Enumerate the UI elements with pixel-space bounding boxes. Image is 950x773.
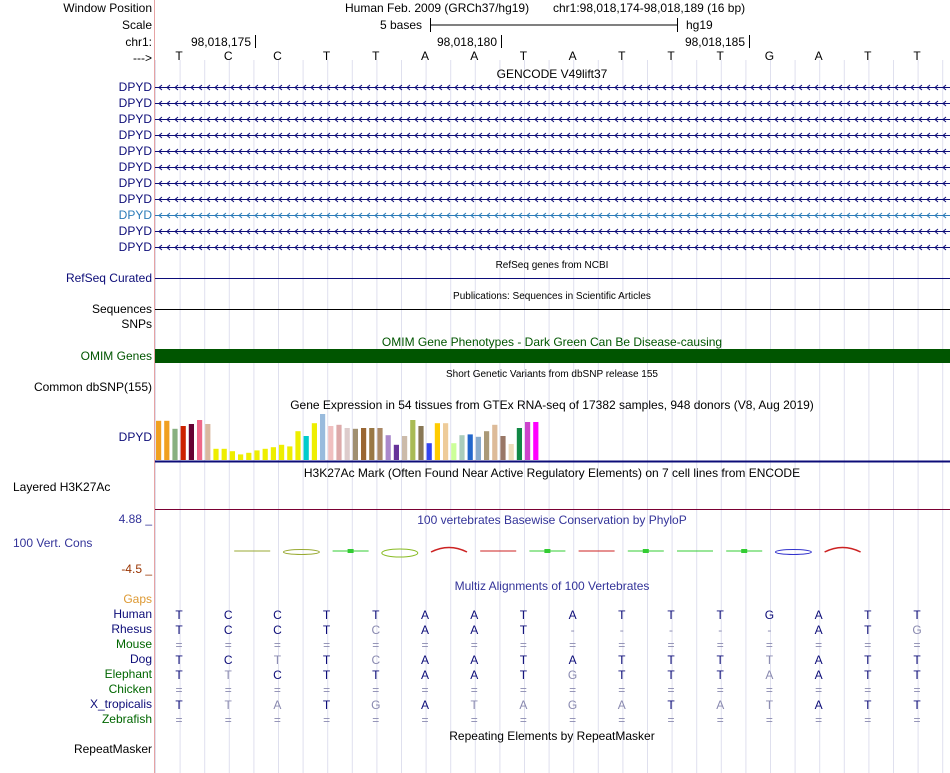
- gtex-tissue-bar[interactable]: [345, 428, 350, 460]
- alignment-base: =: [175, 638, 183, 652]
- alignment-base: C: [371, 653, 381, 667]
- phylop-track-label[interactable]: 100 Vert. Cons: [13, 536, 93, 550]
- gtex-tissue-bar[interactable]: [468, 434, 473, 460]
- alignment-base: -: [619, 623, 624, 637]
- alignment-base: T: [913, 668, 921, 682]
- refseq-track-label[interactable]: RefSeq Curated: [65, 271, 152, 285]
- alignment-base: A: [814, 608, 823, 622]
- alignment-base: A: [814, 698, 823, 712]
- alignment-base: =: [667, 713, 675, 727]
- h3k27ac-track-label[interactable]: Layered H3K27Ac: [13, 480, 111, 494]
- alignment-base: =: [569, 683, 577, 697]
- alignment-base: T: [716, 608, 724, 622]
- gtex-tissue-bar[interactable]: [172, 429, 177, 460]
- gtex-tissue-bar[interactable]: [451, 443, 456, 460]
- gtex-title: Gene Expression in 54 tissues from GTEx RNA-seq of 17382 samples, 948 donors (V8, Aug 2019): [290, 398, 814, 412]
- alignment-base: T: [667, 653, 675, 667]
- alignment-base: =: [224, 683, 232, 697]
- alignment-base: G: [912, 623, 922, 637]
- alignment-base: A: [470, 608, 479, 622]
- strand-label: --->: [133, 51, 152, 65]
- gtex-tissue-bar[interactable]: [320, 414, 325, 460]
- alignment-base: =: [421, 713, 429, 727]
- alignment-base: =: [815, 683, 823, 697]
- alignment-base: =: [913, 683, 921, 697]
- alignment-base: A: [765, 668, 774, 682]
- gencode-transcript-line[interactable]: [155, 197, 950, 202]
- alignment-base: A: [814, 668, 823, 682]
- refseq-title: RefSeq genes from NCBI: [495, 260, 609, 271]
- gencode-transcript-label[interactable]: DPYD: [118, 160, 152, 174]
- multiz-gaps-label[interactable]: Gaps: [123, 592, 152, 606]
- alignment-base: =: [224, 713, 232, 727]
- phylop-mark: [529, 549, 565, 553]
- alignment-base: =: [716, 683, 724, 697]
- alignment-base: A: [568, 653, 577, 667]
- alignment-base: A: [519, 698, 528, 712]
- gtex-tissue-bar[interactable]: [156, 421, 161, 460]
- gtex-tissue-bar[interactable]: [402, 436, 407, 460]
- sequences-title: Publications: Sequences in Scientific Articles: [453, 291, 651, 302]
- gtex-tissue-bar[interactable]: [377, 428, 382, 460]
- gencode-transcript-label[interactable]: DPYD: [118, 112, 152, 126]
- phylop-mark: [283, 550, 319, 555]
- alignment-base: T: [175, 698, 183, 712]
- alignment-base: A: [273, 698, 282, 712]
- assembly-label: Human Feb. 2009 (GRCh37/hg19): [345, 1, 530, 15]
- alignment-base: T: [470, 698, 478, 712]
- snps-track-label[interactable]: SNPs: [121, 317, 152, 331]
- gencode-transcript-label[interactable]: DPYD: [118, 80, 152, 94]
- gtex-tissue-bar[interactable]: [525, 422, 530, 460]
- gtex-tissue-bar[interactable]: [533, 422, 538, 460]
- chrom-tick-label: 98,018,180: [436, 35, 497, 49]
- gencode-transcript-line[interactable]: [155, 149, 950, 154]
- alignment-base: =: [323, 683, 331, 697]
- species-label[interactable]: Elephant: [104, 667, 152, 681]
- gtex-tissue-bar[interactable]: [427, 443, 432, 460]
- gencode-transcript-label[interactable]: DPYD: [118, 176, 152, 190]
- alignment-base: G: [371, 698, 381, 712]
- phylop-title: 100 vertebrates Basewise Conservation by PhyloP: [417, 513, 687, 527]
- alignment-base: =: [175, 683, 183, 697]
- alignment-base: T: [913, 653, 921, 667]
- alignment-base: T: [716, 668, 724, 682]
- alignment-base: T: [175, 608, 183, 622]
- alignment-base: =: [372, 683, 380, 697]
- alignment-base: T: [372, 668, 380, 682]
- reference-base: T: [913, 49, 921, 63]
- alignment-base: =: [765, 683, 773, 697]
- alignment-base: =: [273, 713, 281, 727]
- species-label[interactable]: X_tropicalis: [89, 697, 152, 711]
- gtex-tissue-bar[interactable]: [279, 445, 284, 460]
- scale-assembly: hg19: [686, 18, 713, 32]
- alignment-base: A: [716, 698, 725, 712]
- reference-base: A: [420, 49, 430, 63]
- omim-gene-bar[interactable]: [155, 349, 950, 363]
- reference-base: T: [667, 49, 675, 63]
- scale-bar-label: 5 bases: [380, 18, 423, 32]
- alignment-base: T: [175, 668, 183, 682]
- alignment-base: =: [470, 683, 478, 697]
- gtex-tissue-bar[interactable]: [476, 437, 481, 460]
- gencode-transcript-line[interactable]: [155, 133, 950, 138]
- gencode-transcript-line[interactable]: [155, 213, 950, 218]
- alignment-base: A: [420, 698, 430, 712]
- reference-base: T: [618, 49, 626, 63]
- phylop-top-value: 4.88 _: [118, 512, 152, 526]
- dbsnp-title: Short Genetic Variants from dbSNP release 155: [446, 369, 658, 380]
- alignment-base: =: [519, 638, 527, 652]
- alignment-base: T: [618, 608, 626, 622]
- species-label[interactable]: Mouse: [115, 637, 152, 651]
- gtex-tissue-bar[interactable]: [353, 429, 358, 460]
- alignment-base: T: [372, 608, 380, 622]
- species-label[interactable]: Zebrafish: [101, 712, 152, 726]
- alignment-base: =: [421, 683, 429, 697]
- scale-label: Scale: [121, 18, 152, 32]
- gtex-tissue-bar[interactable]: [197, 420, 202, 460]
- alignment-base: A: [568, 608, 577, 622]
- reference-base: A: [470, 49, 479, 63]
- phylop-mark: [775, 550, 811, 555]
- gtex-tissue-bar[interactable]: [263, 449, 268, 460]
- gtex-tissue-bar[interactable]: [418, 426, 423, 460]
- scale-bar: [430, 18, 678, 32]
- species-label[interactable]: Human: [113, 607, 152, 621]
- alignment-base: =: [372, 638, 380, 652]
- phylop-mark: [431, 548, 467, 553]
- alignment-base: =: [864, 638, 872, 652]
- alignment-base: T: [864, 653, 872, 667]
- alignment-base: T: [765, 698, 774, 712]
- reference-base: C: [273, 49, 282, 63]
- alignment-base: =: [716, 638, 724, 652]
- reference-base: C: [223, 49, 233, 63]
- alignment-base: =: [273, 683, 281, 697]
- gtex-tissue-bar[interactable]: [304, 436, 309, 460]
- gtex-tissue-bar[interactable]: [517, 428, 522, 460]
- alignment-base: =: [913, 713, 921, 727]
- alignment-base: =: [470, 638, 478, 652]
- phylop-mark: [382, 549, 418, 557]
- alignment-base: T: [667, 698, 675, 712]
- alignment-base: T: [667, 668, 675, 682]
- alignment-base: T: [913, 608, 921, 622]
- alignment-base: T: [864, 668, 872, 682]
- alignment-base: =: [618, 638, 626, 652]
- alignment-base: T: [667, 608, 675, 622]
- gtex-tissue-bar[interactable]: [484, 431, 489, 460]
- reference-base: T: [175, 49, 183, 63]
- chrom-label: chr1:: [125, 35, 152, 49]
- dbsnp-track-label[interactable]: Common dbSNP(155): [33, 380, 152, 394]
- reference-base: A: [814, 49, 823, 63]
- chrom-tick-label: 98,018,185: [684, 35, 745, 49]
- alignment-base: T: [322, 698, 331, 712]
- sequences-track-label[interactable]: Sequences: [91, 302, 152, 316]
- alignment-base: =: [667, 683, 675, 697]
- alignment-base: C: [223, 623, 233, 637]
- phylop-mark: [333, 549, 369, 553]
- alignment-base: C: [273, 668, 282, 682]
- alignment-base: T: [322, 623, 331, 637]
- reference-bases: [175, 49, 921, 63]
- phylop-mark: [825, 548, 861, 553]
- alignment-base: T: [765, 653, 774, 667]
- reference-base: G: [764, 49, 775, 63]
- alignment-base: =: [470, 713, 478, 727]
- reference-base: T: [716, 49, 724, 63]
- alignment-base: =: [323, 713, 331, 727]
- gtex-tissue-bar[interactable]: [492, 425, 497, 460]
- alignment-base: T: [864, 608, 872, 622]
- alignment-base: G: [567, 698, 578, 712]
- alignment-base: A: [420, 668, 430, 682]
- gencode-transcript-line[interactable]: [155, 181, 950, 186]
- position-range: chr1:98,018,174-98,018,189 (16 bp): [553, 1, 746, 15]
- gencode-transcript-label[interactable]: DPYD: [118, 208, 152, 222]
- alignment-base: T: [224, 698, 232, 712]
- alignment-base: =: [519, 713, 527, 727]
- alignment-base: A: [420, 608, 430, 622]
- gtex-tissue-bar[interactable]: [230, 451, 235, 460]
- alignment-base: =: [519, 683, 527, 697]
- gtex-tissue-bar[interactable]: [312, 423, 317, 460]
- multiz-title: Multiz Alignments of 100 Vertebrates: [454, 579, 650, 593]
- chromosome-ticks: [191, 35, 750, 49]
- alignment-base: T: [175, 623, 183, 637]
- gencode-transcript-line[interactable]: [155, 165, 950, 170]
- gtex-tissue-bar[interactable]: [164, 421, 169, 460]
- gtex-tissue-bar[interactable]: [443, 423, 448, 460]
- gencode-transcript-line[interactable]: [155, 229, 950, 234]
- omim-track-label[interactable]: OMIM Genes: [80, 349, 152, 363]
- alignment-base: =: [569, 638, 577, 652]
- phylop-bottom-value: -4.5 _: [121, 562, 152, 576]
- alignment-base: A: [470, 668, 479, 682]
- alignment-base: =: [667, 638, 675, 652]
- alignment-base: =: [815, 638, 823, 652]
- alignment-base: T: [519, 608, 528, 622]
- repeatmasker-title: Repeating Elements by RepeatMasker: [449, 729, 655, 743]
- track-label-sidebar: [0, 0, 155, 773]
- gtex-tissue-bar[interactable]: [459, 435, 464, 460]
- gtex-tissue-bar[interactable]: [336, 425, 341, 460]
- alignment-base: T: [519, 653, 528, 667]
- alignment-base: T: [519, 623, 528, 637]
- alignment-base: =: [765, 638, 773, 652]
- gtex-tissue-bar[interactable]: [394, 445, 399, 460]
- alignment-base: -: [570, 623, 575, 637]
- alignment-base: A: [470, 623, 479, 637]
- gencode-transcript-label[interactable]: DPYD: [118, 224, 152, 238]
- alignment-base: =: [175, 713, 183, 727]
- gtex-tissue-bar[interactable]: [509, 444, 514, 460]
- gtex-tissue-bar[interactable]: [295, 431, 300, 460]
- gtex-tissue-bar[interactable]: [181, 426, 186, 460]
- alignment-base: =: [569, 713, 577, 727]
- alignment-base: T: [913, 698, 921, 712]
- alignment-base: T: [519, 668, 528, 682]
- gencode-transcript-label[interactable]: DPYD: [118, 144, 152, 158]
- alignment-base: =: [421, 638, 429, 652]
- alignment-base: C: [371, 623, 381, 637]
- alignment-base: C: [223, 608, 233, 622]
- alignment-base: T: [716, 653, 724, 667]
- reference-base: T: [519, 49, 528, 63]
- alignment-base: T: [618, 653, 626, 667]
- alignment-base: C: [273, 608, 282, 622]
- species-label[interactable]: Chicken: [108, 682, 152, 696]
- alignment-base: T: [618, 668, 626, 682]
- gtex-tissue-bar[interactable]: [435, 423, 440, 460]
- gtex-tissue-bar[interactable]: [386, 435, 391, 460]
- reference-base: T: [372, 49, 380, 63]
- gencode-transcript-line[interactable]: [155, 245, 950, 250]
- alignment-base: T: [175, 653, 183, 667]
- alignment-base: =: [716, 713, 724, 727]
- alignment-base: A: [420, 623, 430, 637]
- phylop-mark: [726, 549, 762, 553]
- gencode-title: GENCODE V49lift37: [496, 67, 608, 81]
- h3k27ac-title: H3K27Ac Mark (Often Found Near Active Regulatory Elements) on 7 cell lines from ENCODE: [303, 466, 801, 480]
- alignment-base: T: [322, 653, 331, 667]
- gtex-expression-bars[interactable]: [156, 414, 538, 460]
- gtex-track-label[interactable]: DPYD: [118, 430, 152, 444]
- alignment-base: T: [322, 608, 331, 622]
- alignment-base: C: [273, 623, 282, 637]
- alignment-base: T: [273, 653, 282, 667]
- gencode-transcript-label[interactable]: DPYD: [118, 192, 152, 206]
- repeatmasker-track-label[interactable]: RepeatMasker: [73, 742, 152, 756]
- alignment-base: =: [372, 713, 380, 727]
- gencode-transcript-label[interactable]: DPYD: [118, 96, 152, 110]
- gtex-tissue-bar[interactable]: [213, 449, 218, 460]
- window-position-label: Window Position: [63, 1, 152, 15]
- species-label[interactable]: Dog: [129, 652, 152, 666]
- alignment-base: =: [815, 713, 823, 727]
- phylop-mark: [628, 549, 664, 553]
- alignment-base: T: [224, 668, 232, 682]
- alignment-base: G: [567, 668, 578, 682]
- gencode-transcript-line[interactable]: [155, 117, 950, 122]
- reference-base: T: [864, 49, 872, 63]
- gtex-tissue-bar[interactable]: [189, 424, 194, 460]
- alignment-base: =: [765, 713, 773, 727]
- gtex-tissue-bar[interactable]: [271, 447, 276, 460]
- alignment-base: =: [913, 638, 921, 652]
- gtex-tissue-bar[interactable]: [222, 449, 227, 460]
- multiz-alignment-rows[interactable]: [175, 608, 921, 727]
- chrom-tick-label: 98,018,175: [190, 35, 251, 49]
- alignment-base: A: [814, 623, 823, 637]
- alignment-base: -: [718, 623, 723, 637]
- reference-base: A: [568, 49, 577, 63]
- gencode-transcript-label[interactable]: DPYD: [118, 240, 152, 254]
- track-image[interactable]: [155, 0, 950, 773]
- alignment-base: T: [864, 623, 872, 637]
- alignment-base: =: [864, 713, 872, 727]
- alignment-base: =: [323, 638, 331, 652]
- gtex-tissue-bar[interactable]: [361, 428, 366, 460]
- alignment-base: C: [223, 653, 233, 667]
- alignment-base: -: [767, 623, 772, 637]
- alignment-base: =: [273, 638, 281, 652]
- gtex-tissue-bar[interactable]: [500, 436, 505, 460]
- alignment-base: =: [224, 638, 232, 652]
- alignment-base: T: [322, 668, 331, 682]
- gencode-transcripts[interactable]: [155, 85, 950, 250]
- alignment-base: -: [669, 623, 673, 637]
- omim-title: OMIM Gene Phenotypes - Dark Green Can Be Disease-causing: [381, 335, 723, 349]
- species-label[interactable]: Rhesus: [111, 622, 152, 636]
- gtex-tissue-bar[interactable]: [287, 446, 292, 460]
- gtex-tissue-bar[interactable]: [369, 428, 374, 460]
- gtex-tissue-bar[interactable]: [238, 454, 243, 460]
- gencode-transcript-line[interactable]: [155, 85, 950, 90]
- gencode-transcript-label[interactable]: DPYD: [118, 128, 152, 142]
- gtex-tissue-bar[interactable]: [328, 426, 333, 460]
- gtex-tissue-bar[interactable]: [246, 453, 251, 460]
- alignment-base: T: [864, 698, 872, 712]
- alignment-base: A: [814, 653, 823, 667]
- alignment-base: =: [618, 683, 626, 697]
- alignment-base: =: [618, 713, 626, 727]
- alignment-base: G: [764, 608, 775, 622]
- gtex-tissue-bar[interactable]: [410, 420, 415, 460]
- gtex-tissue-bar[interactable]: [205, 424, 210, 460]
- reference-base: T: [322, 49, 331, 63]
- gtex-tissue-bar[interactable]: [254, 450, 259, 460]
- alignment-base: A: [470, 653, 479, 667]
- alignment-base: A: [617, 698, 626, 712]
- alignment-base: A: [420, 653, 430, 667]
- alignment-base: =: [864, 683, 872, 697]
- gencode-transcript-line[interactable]: [155, 101, 950, 106]
